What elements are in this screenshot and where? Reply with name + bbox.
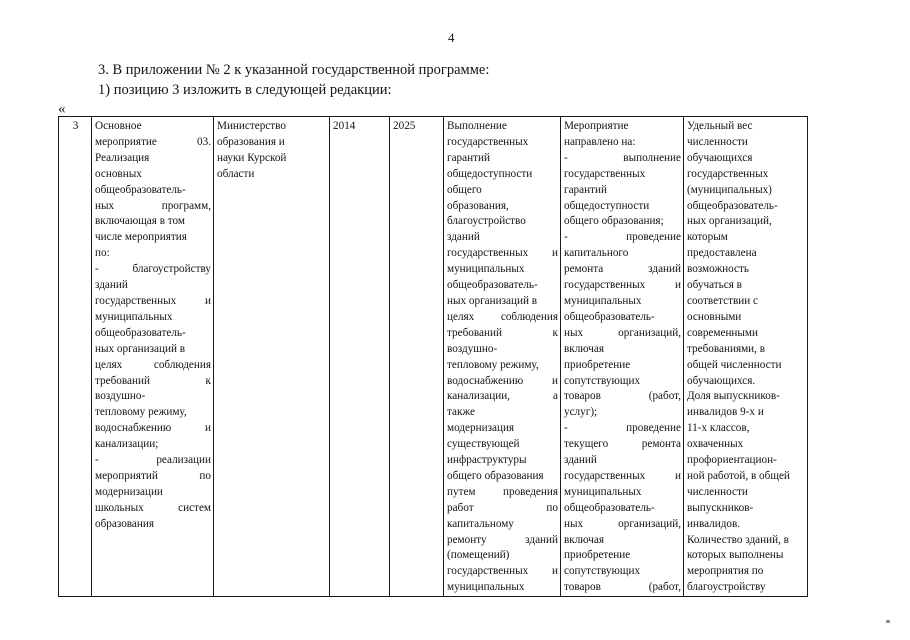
cell-line: ных организаций, (687, 215, 772, 228)
expected-result-cell (444, 117, 561, 597)
cell-line: ной работой, в общей (687, 469, 790, 482)
cell-line: направлено на: (564, 135, 636, 148)
cell-line: тепловому режиму, (447, 358, 539, 371)
cell-line: Выполнение (447, 120, 507, 132)
scan-artifact (886, 620, 890, 623)
cell-line: общего образования; (564, 215, 664, 228)
cell-line: ных организаций, (564, 517, 681, 530)
page-number: 4 (448, 30, 455, 45)
cell-line: общеобразователь- (95, 183, 186, 196)
cell-line: ных организаций в (95, 342, 186, 355)
cell-line: работ по (447, 501, 558, 514)
cell-line: общеобразователь- (95, 326, 186, 339)
cell-line: мероприятий по (95, 469, 211, 482)
cell-line: инвалидов 9-х и (687, 406, 764, 419)
cell-line: мероприятие 03. (95, 135, 211, 148)
cell-line: требований к (447, 326, 558, 339)
end-year-cell (390, 117, 444, 597)
opening-quote-mark: « (58, 101, 66, 117)
cell-line: численности (687, 135, 748, 148)
start-year: 2014 (333, 120, 356, 132)
cell-line: образования (95, 517, 155, 530)
cell-line: водоснабжению и (95, 422, 211, 435)
cell-line: товаров (работ, (564, 390, 681, 403)
cell-line: государственных и (447, 565, 558, 578)
cell-line: включающая в том (95, 215, 185, 228)
cell-line: благоустройство (447, 215, 526, 228)
cell-line: мероприятия по (687, 565, 764, 578)
cell-line: которым (687, 231, 728, 244)
cell-line: - проведение (564, 422, 681, 435)
indicators-cell (684, 117, 808, 597)
cell-line: сопутствующих (564, 565, 641, 578)
cell-line: - проведение (564, 231, 681, 244)
cell-line: общеобразователь- (687, 199, 778, 212)
cell-line: государственных (447, 135, 529, 148)
cell-line: государственных и (564, 469, 681, 482)
cell-line: государственных (687, 167, 769, 180)
cell-line: гарантий (447, 151, 490, 164)
cell-line: благоустройству (687, 581, 766, 594)
cell-line: соответствии с (687, 294, 758, 307)
activity-name-cell (92, 117, 214, 597)
cell-line: сопутствующих (564, 374, 641, 387)
cell-line: муниципальных (564, 294, 642, 307)
cell-line: которых выполнены (687, 549, 784, 562)
start-year-cell (330, 117, 390, 597)
cell-line: услуг); (564, 406, 598, 419)
cell-line: Количество зданий, в (687, 533, 789, 546)
cell-line: - выполнение (564, 151, 681, 164)
cell-line: ремонта зданий (564, 263, 681, 276)
cell-line: путем проведения (447, 485, 558, 498)
cell-line: требований к (95, 374, 211, 387)
cell-line: общеобразователь- (564, 310, 655, 323)
cell-line: зданий (95, 279, 128, 292)
executor-cell (214, 117, 330, 597)
intro-line-1: 3. В приложении № 2 к указанной государственной программе: (98, 62, 490, 78)
cell-line: приобретение (564, 358, 631, 371)
cell-line: современными (687, 326, 759, 339)
cell-line: модернизации (95, 485, 163, 498)
cell-line: по: (95, 247, 110, 260)
cell-line: выпускников- (687, 501, 754, 514)
cell-line: основных (95, 167, 142, 180)
cell-line: (муниципальных) (687, 183, 772, 196)
position-number: 3 (72, 120, 79, 132)
cell-line: 11-х классов, (687, 422, 750, 435)
cell-line: общеобразователь- (564, 501, 655, 514)
cell-line: гарантий (564, 183, 607, 196)
cell-line: капитальному (447, 517, 514, 530)
cell-line: (помещений) (447, 549, 510, 562)
cell-line: науки Курской (217, 151, 287, 164)
cell-line: включая (564, 533, 604, 546)
cell-line: канализации, а (447, 390, 558, 403)
cell-line: модернизация (447, 422, 515, 435)
cell-line: ных программ, (95, 199, 211, 212)
cell-line: требованиями, в (687, 342, 766, 355)
cell-line: численности (687, 485, 748, 498)
cell-line: Министерство (217, 120, 286, 132)
cell-line: Доля выпускников- (687, 390, 780, 403)
cell-line: Реализация (95, 151, 150, 164)
cell-line: воздушно- (95, 390, 146, 403)
cell-line: Удельный вес (687, 120, 753, 132)
cell-line: инвалидов. (687, 517, 741, 530)
cell-line: воздушно- (447, 342, 498, 355)
cell-line: профориентацион- (687, 454, 777, 467)
cell-line: существующей (447, 438, 520, 451)
cell-line: предоставлена (687, 247, 757, 260)
cell-line: общего образования (447, 469, 544, 482)
cell-line: текущего ремонта (564, 438, 681, 451)
cell-line: возможность (687, 263, 750, 276)
cell-line: образования и (217, 135, 285, 148)
cell-line: Основное (95, 120, 142, 132)
cell-line: зданий (447, 231, 480, 244)
cell-line: государственных и (564, 279, 681, 292)
cell-line: ремонту зданий (447, 533, 558, 546)
cell-line: приобретение (564, 549, 631, 562)
cell-line: общедоступности (447, 167, 533, 180)
cell-line: - реализации (95, 454, 211, 467)
cell-line: целях соблюдения (95, 358, 211, 371)
cell-line: школьных систем (95, 501, 211, 514)
cell-line: товаров (работ, (564, 581, 681, 594)
cell-line: зданий (564, 454, 597, 467)
cell-line: охваченных (687, 438, 744, 451)
table-row (59, 117, 808, 597)
cell-line: обучающихся (687, 151, 753, 164)
end-year: 2025 (393, 120, 416, 132)
cell-line: числе мероприятия (95, 231, 187, 244)
cell-line: общей численности (687, 358, 782, 371)
cell-line: канализации; (95, 438, 159, 451)
cell-line: области (217, 167, 255, 180)
cell-line: ных организаций в (447, 294, 538, 307)
cell-line: муниципальных (447, 581, 525, 594)
cell-line: - благоустройству (95, 263, 211, 276)
cell-line: муниципальных (564, 485, 642, 498)
cell-line: государственных и (447, 247, 558, 260)
cell-line: основными (687, 310, 742, 323)
cell-line: инфраструктуры (447, 454, 527, 467)
cell-line: общедоступности (564, 199, 650, 212)
cell-line: также (447, 406, 475, 419)
cell-line: обучающихся. (687, 374, 756, 387)
cell-line: образования, (447, 199, 509, 212)
cell-line: общего (447, 183, 482, 196)
cell-line: государственных и (95, 294, 211, 307)
cell-line: государственных (564, 167, 646, 180)
cell-line: Мероприятие (564, 120, 629, 132)
intro-line-2: 1) позицию 3 изложить в следующей редакции: (98, 82, 392, 98)
cell-line: муниципальных (447, 263, 525, 276)
cell-line: тепловому режиму, (95, 406, 187, 419)
cell-line: целях соблюдения (447, 310, 558, 323)
cell-line: обучаться в (687, 279, 742, 292)
cell-line: общеобразователь- (447, 279, 538, 292)
program-position-table (58, 116, 808, 597)
cell-line: муниципальных (95, 310, 173, 323)
position-number-cell (59, 117, 92, 597)
cell-line: капитального (564, 247, 629, 260)
cell-line: ных организаций, (564, 326, 681, 339)
activity-description-cell (561, 117, 684, 597)
cell-line: включая (564, 342, 604, 355)
cell-line: водоснабжению и (447, 374, 558, 387)
